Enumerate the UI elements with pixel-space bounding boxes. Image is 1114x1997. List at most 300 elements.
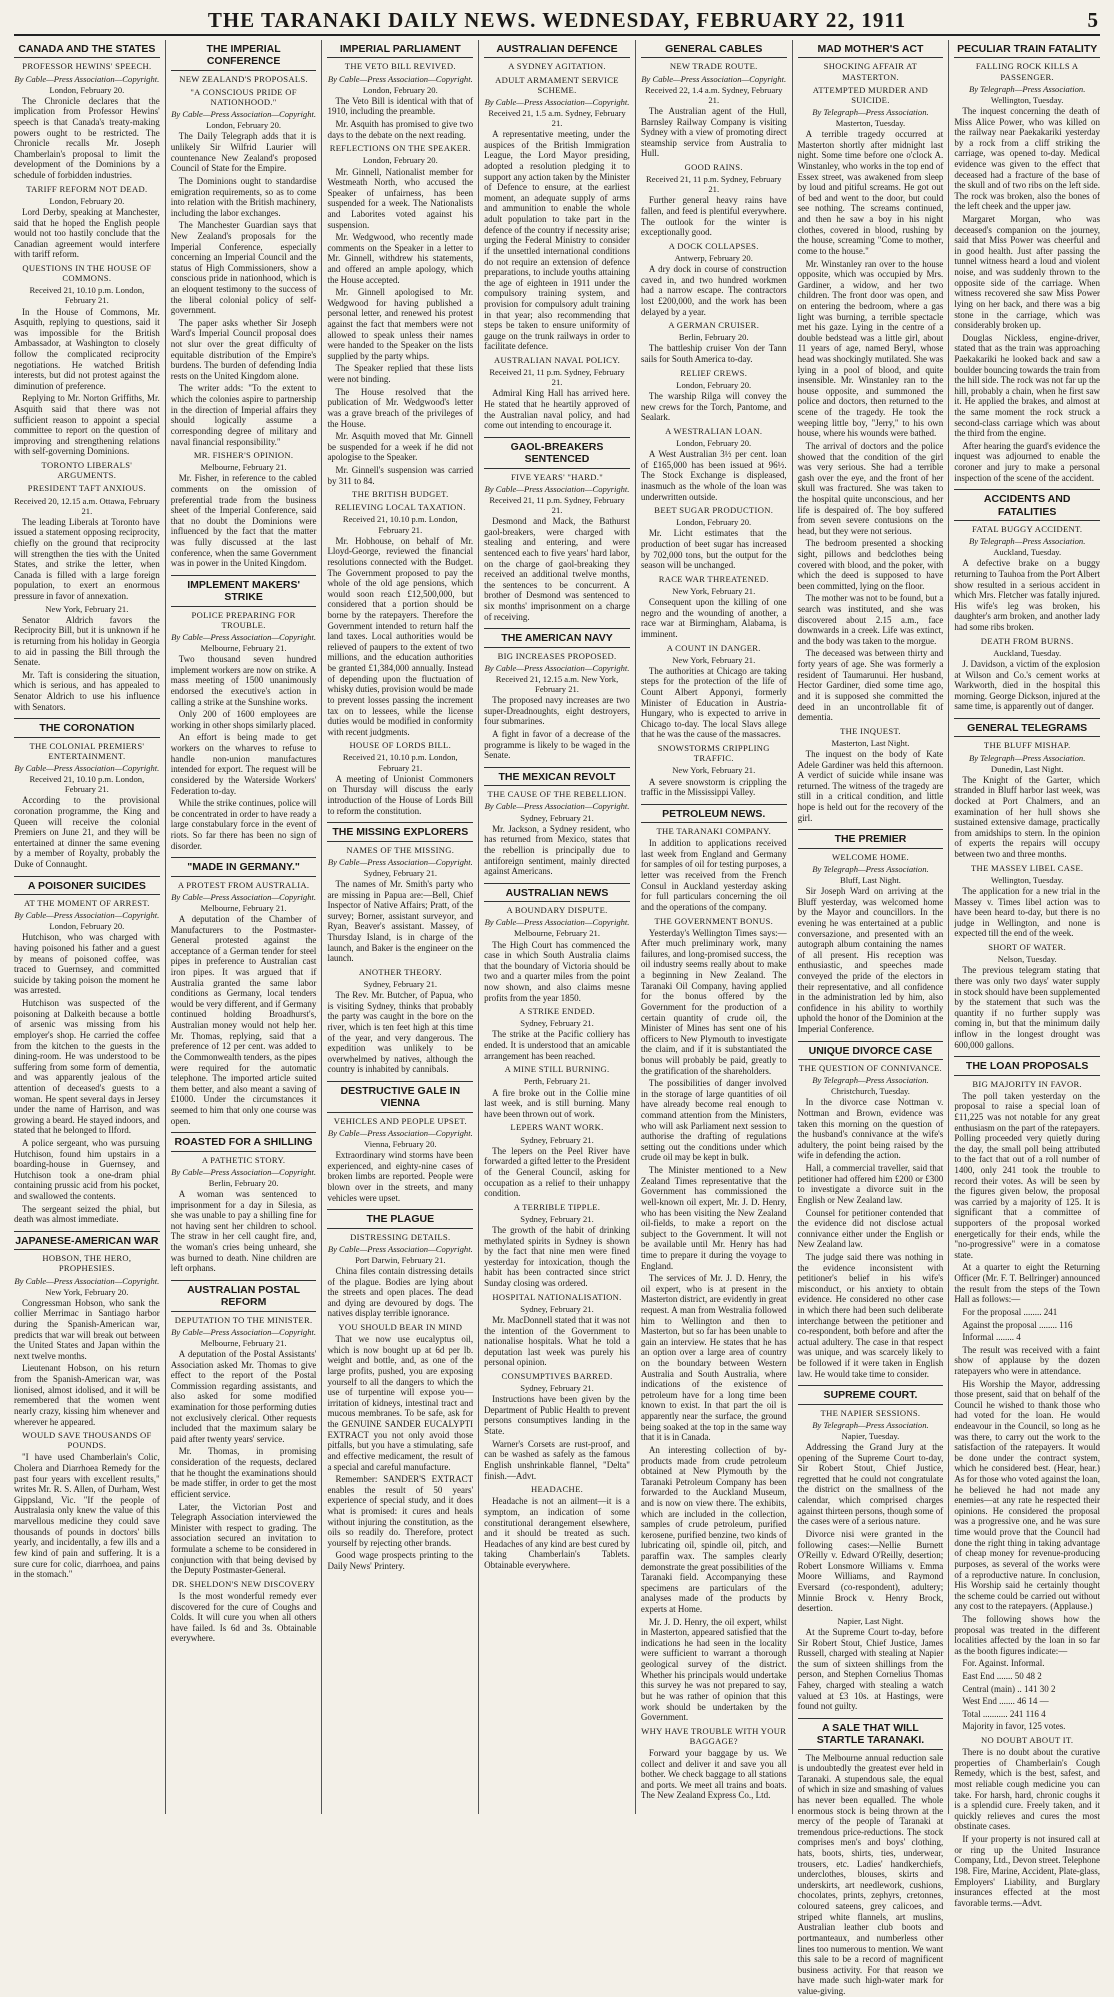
article	[327, 40, 473, 816]
byline: By Cable—Press Association—Copyright.	[484, 801, 630, 812]
article	[171, 1280, 317, 1644]
article	[484, 883, 630, 1571]
subheading: ADULT ARMAMENT SERVICE SCHEME.	[495, 74, 619, 95]
subheading: A WESTRALIAN LOAN.	[665, 425, 763, 436]
paragraph: The deceased was between thirty and forty years of age. She was formerly a resident of Taumarunui. Her husband, Hector Gardiner, died some time ago, and it is supposed she committed the deed in an uncontrollable fit of dementia.	[797, 648, 944, 723]
paragraph: Addressing the Grand Jury at the opening of the Supreme Court to-day, Sir Robert Stout, Chief Justice, regretted that he could not congratulate the district on the smallness of the calendar, which comprised charges against thirteen persons, though some of the cases were of a serious nature.	[797, 1442, 944, 1527]
byline: By Cable—Press Association—Copyright.	[327, 1243, 473, 1254]
dateline: Sydney, February 21.	[520, 1303, 594, 1314]
subheading: BIG INCREASES PROPOSED.	[497, 650, 617, 661]
article-headline: THE MEXICAN REVOLT	[484, 767, 630, 786]
dateline: London, February 20.	[49, 195, 125, 206]
dateline: Received 21, 11 p.m. Sydney, February 21.	[489, 494, 625, 516]
paragraph: Instructions have been given by the Department of Public Health to prevent persons consumptives landing in the State.	[484, 1394, 630, 1437]
paragraph: The writer adds: "To the extent to which the colonies aspire to partnership in the direction of Imperial affairs they should logically assume a corresponding degree of military and naval financial responsibility."	[170, 383, 317, 447]
paragraph: Mr. Taft is considering the situation, which is serious, and has appealed to Senator Aldrich to use his influence with Senators.	[14, 669, 160, 712]
byline: By Cable—Press Association—Copyright.	[484, 917, 630, 928]
article-headline: IMPLEMENT MAKERS' STRIKE	[171, 575, 317, 607]
subheading: HOUSE OF LORDS BILL.	[349, 740, 452, 751]
subheading: TARIFF REFORM NOT DEAD.	[26, 183, 148, 194]
paragraph: The House resolved that the publication of Mr. Wedgwood's letter was a grave breach of the privileges of the House.	[327, 386, 474, 429]
paragraph: Sir Joseph Ward on arriving at the Bluff yesterday, was welcomed home by the Mayor and councillors. In the evening he was entertained at a public conversazione, and presented with an autograph album containing the names of all present. His reception was enthusiastic, and speeches made conveyed the pride of the electors in their representative, and all confidence in the administration led by him, also confidence in his ability to worthily uphold the honor of the Dominion at the Imperial Conference.	[797, 886, 944, 1034]
dateline: Received 21, 11 p.m. Sydney, February 21.	[646, 174, 782, 195]
paragraph: Mr. Thomas, in promising consideration of the requests, declared that he thought the examinations should be made stiffer, in order to get the most efficient service.	[170, 1446, 317, 1499]
paragraph: According to the provisional coronation programme, the King and Queen will receive the colonial Premiers on June 21, and they will be entertained at dinner the same evening by a member of Royalty, probably the Duke of Connaught.	[14, 795, 160, 870]
article	[327, 1209, 473, 1571]
dateline: Dunedin, Last Night.	[990, 763, 1064, 774]
subheading: A COUNT IN DANGER.	[666, 642, 761, 653]
article-headline: UNIQUE DIVORCE CASE	[798, 1041, 944, 1060]
article	[954, 718, 1100, 1050]
byline: By Cable—Press Association—Copyright.	[484, 662, 630, 673]
subheading: HEADACHE.	[530, 1484, 584, 1495]
paragraph: Hutchison was suspected of the poisoning at Dalkeith because a bottle of arsenic was missing from his employer's shop. He carried the coffee from the kitchen to the guests in the dining-room. He was understood to be suffering from some form of dementia, and was apparently jealous of the attention of deceased's guests to a woman. He spent several days in Jersey under the name of Harrison, and was growing a beard. He stayed indoors, and stated that he belonged to Ilford.	[14, 998, 160, 1136]
paragraph: The services of Mr. J. D. Henry, the oil expert, who is at present in the Masterton district, are evidently in great request. A man from Westralia followed him to Wellington and then to Masterton, but so far has been unable to gain an interview. He states that he has an option over a large area of country on the boundary between Western Australia and South Australia, where indications of the existence of petroleum have for a long time been known to exist. In that part the oil is apparently near the surface, the ground being soaked at the top in the same way that it is in Canada.	[640, 1273, 787, 1443]
article-headline: THE LOAN PROPOSALS	[954, 1056, 1100, 1075]
article-headline: THE CORONATION	[14, 718, 160, 737]
byline: By Cable—Press Association—Copyright.	[14, 73, 160, 84]
dateline: New York, February 21.	[45, 603, 129, 614]
dateline: Received 21, 1.5 a.m. Sydney, February 21.	[488, 107, 626, 129]
subheading: THE QUESTION OF CONNIVANCE.	[798, 1062, 942, 1073]
paragraph: While the strike continues, police will be concentrated in order to have ready a large constabulary force in the event of riots. So far there has been no sign of disorder.	[170, 798, 317, 851]
dateline: London, February 20.	[676, 437, 752, 448]
subheading: A DOCK COLLAPSES.	[668, 240, 759, 251]
dateline: Christchurch, Tuesday.	[830, 1086, 910, 1097]
dateline: Melbourne, February 21.	[200, 902, 287, 913]
subheading: PROFESSOR HEWINS' SPEECH.	[22, 61, 152, 72]
dateline: New York, February 21.	[672, 654, 756, 665]
paragraph: Mr. Asquith has promised to give two days to the debate on the next reading.	[327, 119, 474, 140]
subheading: A SYDNEY AGITATION.	[508, 61, 606, 72]
dateline: Received 21, 10.10 p.m. London, February 21.	[29, 285, 145, 306]
paragraph: The poll taken yesterday on the proposal to raise a special loan of £11,225 was not notable for any great enthusiasm on the part of the ratepayers. Polling proceeded very quietly during the day, the small poll being attributed to the fact that out of a roll number of 1400, only 241 took the trouble to record their votes. As will be seen by the figures given below, the proposal was carried by a majority of 125. It is significant that a committee of supporters of the proposal worked energetically for their ends, while the "no-progressive" were in a comatose state.	[954, 1090, 1101, 1260]
dateline: Napier, Tuesday.	[841, 1430, 900, 1441]
paragraph: A terrible tragedy occurred at Masterton shortly after midnight last night. Some time before one o'clock A. Winstanley, who works in the top end of Essex street, was awakened from sleep by loud and pitiful screams. He got out of bed and went to the door, but could see nothing. The screams continued, and then he saw a boy in his night clothes, covered in blood, rushing by the house, screaming "Come to mother, come to the house."	[797, 129, 944, 256]
byline: By Telegraph—Press Association.	[812, 1075, 929, 1086]
article	[327, 822, 473, 1075]
paragraph: Admiral King Hall has arrived here. He stated that he heartily approved of the Australian naval policy, and had come out intending to encourage it.	[484, 388, 630, 431]
paragraph: In the House of Commons, Mr. Asquith, replying to questions, said it was impossible for the British Ambassador, at Washington to closely follow the complicated reciprocity negotiations. He watched British interests, but did not protest against the diminution of preference.	[14, 306, 160, 391]
paragraph: Extraordinary wind storms have been experienced, and eighty-nine cases of broken limbs are reported. People were blown over in the streets, and many vehicles were upset.	[327, 1150, 474, 1203]
subheading: FATAL BUGGY ACCIDENT.	[971, 524, 1083, 535]
paragraph: Mr. Jackson, a Sydney resident, who has returned from Mexico, states that the rebellion is principally due to antiforeign sentiment, mainly directed against Americans.	[484, 823, 630, 877]
paragraph: Remember: SANDER'S EXTRACT enables the result of 50 years' experience of special study, and it does what is promised: it cures and heals without injuring the constitution, as the oils so readily do. Therefore, protect yourself by rejecting other brands.	[327, 1474, 474, 1548]
paragraph: For. Against. Informal.	[962, 1658, 1045, 1669]
dateline: Sydney, February 21.	[520, 1383, 594, 1394]
paragraph: Mr. Hobhouse, on behalf of Mr. Lloyd-George, reviewed the financial resolutions connected with the Budget. The Government proposed to pay the whole of the old age pensions, which would soon reach £12,500,000, but considered that a portion should be borne by the ratepayers. Therefore the Government intended to return half the land taxes. Local authorities would be relieved of paupers to the extent of two millions, and the education authorities be granted £1,384,000 annually. Instead of depending upon the fluctuation of whisky duties, provision would be made to prevent losses passing the increment tax on to lessees, while the license duties would be modified in conformity with recent judgments.	[327, 535, 474, 737]
paragraph: The inquest concerning the death of Miss Alice Power, who was killed on the railway near Paekakariki yesterday by a rock from a cliff striking the carriage, was opened to-day. Medical evidence was given to the effect that deceased had a fracture of the base of the skull and of two ribs on the left side. The rock was broken, also the bones of the left cheek and the upper jaw.	[954, 105, 1101, 212]
subheading: THE CAUSE OF THE REBELLION.	[487, 789, 627, 800]
article	[14, 718, 160, 869]
byline: By Telegraph—Press Association.	[968, 83, 1086, 94]
subheading: QUESTIONS IN THE HOUSE OF COMMONS.	[22, 263, 152, 284]
article	[171, 1132, 317, 1274]
paragraph: That we now use eucalyptus oil, which is now bought up at 6d per lb. weight and bottle, and, as one of the large profits, pushed, you are exposing yourself to all the dangers to which the use of turpentine will expose you—irritation of kidneys, intestinal tract and mucous membranes. To be safe, ask for the GENUINE SANDER EUCALYPTI EXTRACT you not only avoid those pitfalls, but you have a stimulating, safe and effective medicament, the result of a special and careful manufacture.	[327, 1334, 474, 1472]
paragraph: An interesting collection of by-products made from crude petroleum obtained at New Plymouth by the Taranaki Petroleum Company has been forwarded to the Auckland Museum, and is now on view there. The exhibits, which are included in the collection, samples of crude petroleum, purified kerosene, purified benzine, two kinds of lubricating oil, spindle oil, pitch, and paraffin wax. The samples clearly demonstrate the great possibilities of the Taranaki field. Accompanying these specimens are particulars of the analyses made of the products by experts at Home.	[640, 1444, 787, 1615]
subheading: VEHICLES AND PEOPLE UPSET.	[333, 1115, 467, 1126]
subheading: TORONTO LIBERALS' ARGUMENTS.	[41, 460, 133, 481]
paragraph: The authorities at Chicago are taking steps for the protection of the life of Count Albert Apponyi, formerly Minister of Education in Austria-Hungary, who is expected to arrive in Chicago to-day. The local Slavs allege that he was the cause of the massacres.	[640, 665, 787, 740]
subheading: A TERRIBLE TIPPLE.	[513, 1201, 601, 1212]
subheading: A STRIKE ENDED.	[519, 1006, 595, 1017]
article-headline: ROASTED FOR A SHILLING	[171, 1132, 317, 1151]
paragraph: China files contain distressing details of the plague. Bodies are lying about the streets and open places. The dead and dying are devoured by dogs. The natives display terrible ignorance.	[327, 1266, 474, 1319]
subheading: WELCOME HOME.	[831, 851, 909, 862]
subheading: GOOD RAINS.	[684, 161, 743, 172]
article-headline: GAOL-BREAKERS SENTENCED	[484, 437, 630, 469]
paragraph: J. Davidson, a victim of the explosion at Wilson and Co.'s cement works at Warkworth, died in the hospital this morning. George Dickson, injured at the same time, is apparently out of danger.	[954, 658, 1101, 712]
dateline: Melbourne, February 21.	[200, 1337, 287, 1348]
dateline: Antwerp, February 20.	[674, 252, 753, 263]
paragraph: At the Supreme Court to-day, before Sir Robert Stout, Chief Justice, James Russell, charged with stealing at Napier the sum of sixteen shillings from the person, and Stephen Cornelius Thomas Fahey, charged with stealing a watch valued at £3 10s. at Hastings, were found not guilty.	[797, 1626, 944, 1712]
subheading: HOSPITAL NATIONALISATION.	[492, 1291, 622, 1302]
byline: By Cable—Press Association—Copyright.	[327, 73, 473, 84]
subheading: "A CONSCIOUS PRIDE OF NATIONHOOD."	[190, 86, 297, 108]
byline: By Cable—Press Association—Copyright.	[484, 483, 630, 494]
dateline: Wellington, Tuesday.	[990, 94, 1064, 105]
article	[954, 40, 1100, 483]
article	[641, 804, 787, 1801]
byline: By Cable—Press Association—Copyright.	[641, 73, 787, 84]
subheading: A BOUNDARY DISPUTE.	[506, 905, 608, 916]
dateline: Sydney, February 21.	[363, 979, 438, 989]
paragraph: A representative meeting, under the auspices of the British Immigration League, the Lord Mayor presiding, adopted a resolution pledging it to support any action taken by the Minister of Defence to ensure, at the earliest moment, an adequate supply of arms and ammunition to enable the whole adult population to take part in the defence of the country if necessity arise; urging the Federal Ministry to consider if the unsettled international conditions do not require an extension of defence preparations, to include youths attaining the age of eighteen in 1911 under the compulsory training system, and provision for compulsory adult training in that year; also recommending that steps be taken to ensure uniformity of gauge on the trunk railways in order to facilitate defence.	[484, 129, 630, 352]
paragraph: There is no doubt about the curative properties of Chamberlain's Cough Remedy, which is the best, safest, and most reliable cough medicine you can take. For harsh, hard, chronic coughs it is a splendid cure. Freely taken, and it quickly relieves and cures the most obstinate cases.	[954, 1747, 1101, 1832]
paragraph: Mr. Asquith moved that Mr. Ginnell be suspended for a week if he did not apologise to the Speaker.	[327, 431, 474, 463]
subheading: POLICE PREPARING FOR TROUBLE.	[191, 609, 296, 630]
paragraph: Two thousand seven hundred implement workers are now on strike. A mass meeting of 1500 unanimously endorsed the executive's action in calling a strike at the Sunshine works.	[170, 654, 317, 707]
dateline: Auckland, Tuesday.	[993, 647, 1062, 658]
subheading: FIVE YEARS' "HARD."	[511, 471, 604, 482]
paragraph: Mr. MacDonnell stated that it was not the intention of the Government to nationalise hospitals. What he told a deputation last week was purely his personal opinion.	[484, 1314, 630, 1368]
paragraph: The following shows how the proposal was treated in the different localities affected by the loan in so far as the booth figures indicate:—	[954, 1613, 1101, 1656]
paragraph: Counsel for petitioner contended that the evidence did not disclose actual connivance either under the English or New Zealand law.	[797, 1207, 944, 1250]
paragraph: Mr. Licht estimates that the production of beet sugar has increased by 702,000 tons, but the output for the season will be unchanged.	[640, 528, 787, 571]
paragraph: The Veto Bill is identical with that of 1910, including the preamble.	[327, 95, 474, 117]
paragraph: Good wage prospects printing to the Daily News' Printery.	[327, 1550, 474, 1572]
dateline: Masterton, Last Night.	[831, 737, 910, 748]
paragraph: The Chronicle declares that the implication from Professor Hewins' speech is that Canada's treaty-making powers ought to be restricted. The Chronicle recalls Mr. Joseph Chamberlain's proposal to limit the development of the Dominions by a schedule of forbidden industries.	[14, 95, 160, 181]
paragraph: Mr. Ginnell, Nationalist member for Westmeath North, who accused the Speaker of unfairness, has been suspended for a week. The Nationalists and Laborites voted against his suspension.	[327, 166, 474, 230]
subheading: PRESIDENT TAFT ANXIOUS.	[27, 483, 146, 494]
dateline: New York, February 20.	[45, 1286, 129, 1297]
dateline: London, February 20.	[362, 155, 438, 166]
column-6	[792, 40, 949, 1996]
paragraph: The warship Rilga will convey the new crews for the Torch, Pantome, and Sealark.	[640, 390, 787, 423]
paragraph: Mr. Ginnell apologised to Mr. Wedgwood for having published a personal letter, and renewed his protest against the fact that members were not allowed to speak unless their names were handed to the Speaker on the lists supplied by the party whips.	[327, 287, 474, 361]
dateline: Received 20, 12.15 a.m. Ottawa, February 21.	[14, 495, 160, 516]
paragraph: The names of Mr. Smith's party who are missing in Papua are:—Bell, Chief Inspector of Native Affairs; Pratt, of the survey; Borner, assistant surveyor, and Ryan, Beaver's assistant. Massey, of Thursday Island, is in charge of the launch, and Baker is the engineer on the launch.	[327, 878, 474, 964]
article-headline: PECULIAR TRAIN FATALITY	[954, 40, 1100, 58]
subheading: THE COLONIAL PREMIERS' ENTERTAINMENT.	[29, 740, 145, 761]
paragraph: In the divorce case Nottman v. Nottman and Brown, evidence was taken this morning on the question of the husband's connivance at the wife's adultery, the point being raised by the wife in defending the action.	[797, 1097, 944, 1161]
byline: By Cable—Press Association—Copyright.	[171, 109, 317, 120]
paragraph: Central (main) .. 141 30 2	[962, 1683, 1056, 1694]
paragraph: The lepers on the Peel River have forwarded a gifted letter to the President of the General Council, asking for occupation as a relief to their unhappy condition.	[484, 1145, 630, 1199]
subheading: SNOWSTORMS CRIPPLING TRAFFIC.	[657, 743, 770, 764]
paragraph: The Knight of the Garter, which stranded in Bluff harbor last week, was docked at Port Chalmers, and an examination of her hull shows she sustained extensive damage, practically from amidships to stern. In the opinion of experts the repairs will occupy between two and three months.	[954, 774, 1101, 860]
paragraph: A police sergeant, who was pursuing Hutchison, found him upstairs in a boarding-house in Guernsey, and Hutchison took a one-dram phial containing prussic acid from his pocket, and swallowed the contents.	[14, 1138, 160, 1202]
paragraph: Margaret Morgan, who was deceased's companion on the journey, said that Miss Power was cheerful and in good health. Just after passing the tunnel witness heard a loud and violent noise, and was suddenly thrown to the opposite side of the carriage. When witness recovered she saw Miss Power lying on her back, and there was a big stone in the carriage, which was considerably broken up.	[954, 214, 1101, 331]
article-headline: AUSTRALIAN NEWS	[484, 883, 630, 902]
article-headline: IMPERIAL PARLIAMENT	[327, 40, 473, 58]
paragraph: Lieutenant Hobson, on his return from the Spanish-American war, was lionised, almost idolised, and it will be remembered that the women went nearly crazy, kissing him whenever and wherever he appeared.	[14, 1363, 160, 1427]
subheading: A MINE STILL BURNING.	[504, 1064, 610, 1075]
article-headline: THE MISSING EXPLORERS	[327, 822, 473, 841]
dateline: Sydney, February 21.	[520, 1134, 594, 1145]
paragraph: Mr. Wedgwood, who recently made comments on the Speaker in a letter to Mr. Ginnell, withdrew his statements, and offered an ample apology, which the House accepted.	[327, 232, 474, 285]
dateline: London, February 20.	[206, 120, 282, 131]
subheading: SHORT OF WATER.	[988, 942, 1067, 953]
subheading: NEW TRADE ROUTE.	[669, 61, 758, 72]
paragraph: Warner's Corsets are rust-proof, and can be washed as safely as the famous English unshrinkable flannel, "Delta" finish.—Advt.	[484, 1438, 630, 1481]
article	[798, 1718, 944, 1997]
paragraph: A West Australian 3½ per cent. loan of £165,000 has been issued at 96½. The Stock Exchange is displeased, inasmuch as the whole of the loan was underwritten outside.	[640, 449, 787, 502]
byline: By Cable—Press Association—Copyright.	[14, 1275, 160, 1286]
subheading: REFLECTIONS ON THE SPEAKER.	[329, 143, 471, 154]
article-headline: "MADE IN GERMANY."	[171, 857, 317, 876]
column-3	[321, 40, 478, 1814]
paragraph: Only 200 of 1600 employees are working in other shops similarly placed.	[170, 709, 317, 730]
paragraph: Lord Derby, speaking at Manchester, said that he hoped the English people would not too hastily conclude that the Canadian agreement would interfere with tariff reform.	[14, 206, 160, 260]
masthead-title: THE TARANAKI DAILY NEWS. WEDNESDAY, FEBRUARY 22, 1911	[207, 8, 907, 32]
paragraph: East End ....... 50 48 2	[962, 1671, 1042, 1681]
paragraph: Mr. J. D. Henry, the oil expert, whilst in Masterton, appeared satisfied that the indications he had seen in the locality were sufficient to warrant a thorough geological survey of the district. Whether his principals would undertake this survey he was not prepared to say, but he was rather of opinion that this work should be undertaken by the Government.	[640, 1616, 787, 1723]
paragraph: The Rev. Mr. Butcher, of Papua, who is visiting Sydney, thinks that probably the party was caught in the bore on the river, which is ten feet high at this time of the year, and very dangerous. The expedition was unlikely to be overwhelmed by natives, although the country is inhabited by cannibals.	[327, 990, 474, 1075]
byline: By Cable—Press Association—Copyright.	[171, 631, 317, 642]
paragraph: The battleship cruiser Von der Tann sails for South America to-day.	[640, 343, 787, 365]
byline: By Telegraph—Press Association.	[812, 106, 929, 117]
paragraph: Yesterday's Wellington Times says:—After much preliminary work, many failures, and long-promised success, the oil industry seems really about to make a beginning in New Zealand. The Taranaki Oil Company, having applied for the bonus offered by the Government for the production of a certain quantity of crude oil, the Minister of Mines has sent one of his officers to New Plymouth to investigate the claim, and if it is substantiated the bonus will probably be paid, greatly to the gratification of the shareholders.	[640, 927, 787, 1076]
paragraph: If your property is not insured call at or ring up the United Insurance Company, Ltd., Devon street. Telephone 198. Fire, Marine, Accident, Plate-glass, Employers' Liability, and Burglary insurances effected at the most favorable terms.—Advt.	[954, 1834, 1101, 1908]
subheading: AT THE MOMENT OF ARREST.	[24, 898, 150, 909]
paragraph: Replying to Mr. Norton Griffiths, Mr. Asquith said that there was not sufficient reason to appoint a special committee to report on the question of improving and strengthening relations with self-governing Dominions.	[14, 393, 160, 457]
paragraph: A defective brake on a buggy returning to Tauhoa from the Port Albert show resulted in a serious accident in which Mrs. Fletcher was fatally injured. His wife's leg was broken, his daughter's arm broken, and another lady had some ribs broken.	[954, 558, 1101, 633]
subheading: DEPUTATION TO THE MINISTER.	[174, 1314, 313, 1325]
article	[954, 1056, 1100, 1908]
article-headline: DESTRUCTIVE GALE IN VIENNA	[327, 1081, 473, 1113]
column-5	[635, 40, 792, 1814]
paragraph: His Worship the Mayor, addressing those present, said that on behalf of the Council he wished to thank those who had voted for the loan. He would endeavour in the Council, so long as he was there, to carry out the work to the satisfaction of the ratepayers. It would be done under the contract system, which he considered best. (Hear, hear.) As for those who voted against the loan, he believed he had not made any enemies—at any rate he respected their opinions. He considered the proposal was a progressive one, and he was sure time would prove that the Council had done the right thing in taking advantage of cheap money for revenue-producing purposes, as several of the works were of a reproductive nature. In conclusion, His Worship said he certainly thought the scheme could be carried out without any cost to the ratepayers. (Applause.)	[954, 1378, 1101, 1612]
subheading: DISTRESSING DETAILS.	[350, 1231, 451, 1242]
dateline: Wellington, Tuesday.	[990, 874, 1064, 885]
subheading: RELIEVING LOCAL TAXATION.	[334, 502, 466, 513]
paragraph: The Dominions ought to standardise emigration requirements, so as to come into relation with the British machinery, including the labor exchanges.	[170, 175, 317, 218]
paragraph: A deputation of the Chamber of Manufacturers to the Postmaster-General protested against the acceptance of a German tender for steel pipes in preference to Australian cast iron pipes. It was argued that if Australia granted the same labor conditions as Germany, local tenders would be very different, and if Germany continued holding Broadhurst's, Australian money would not help her. Mr. Thomas, replying, said that a preference of 12 per cent. was added to the Commonwealth tenders, as the pipes were required for the automatic telephone. The imported article suited them better, and also meant a saving of £1000. Under the circumstances it seemed to him that only one course was open.	[170, 913, 317, 1126]
subheading: RELIEF CREWS.	[680, 367, 748, 378]
subheading: MR. FISHER'S OPINION.	[193, 450, 294, 461]
subheading: RACE WAR THREATENED.	[658, 573, 769, 584]
paragraph: The inquest on the body of Kate Adele Gardiner was held this afternoon. A verdict of suicide while insane was returned. The witness of the tragedy are still in a critical condition, and little hope is held out for the recovery of the girl.	[797, 749, 944, 823]
paragraph: The proposed navy increases are two super-Dreadnoughts, eight destroyers, four submarines.	[484, 695, 630, 727]
paragraph: Consequent upon the killing of one negro and the wounding of another, a race war at Birmingham, Alabama, is imminent.	[640, 597, 787, 639]
subheading: A GERMAN CRUISER.	[668, 320, 760, 331]
paragraph: The Speaker replied that these lists were not binding.	[327, 363, 474, 385]
dateline: Received 21, 10.10 p.m. London, February 21.	[342, 752, 458, 773]
masthead	[14, 6, 1100, 36]
dateline: Berlin, February 20.	[208, 1177, 279, 1188]
paragraph: The judge said there was nothing in the evidence inconsistent with petitioner's belief in his wife's misconduct, or his anxiety to obtain evidence. He considered no other case in which there had been such deliberate interchange between the petitioner and co-respondent, both before and after the actual adultery. The case in that respect was unique, and was scarcely likely to be followed if it were taken in English law. He would take time to consider.	[797, 1251, 944, 1379]
subheading: NO DOUBT ABOUT IT.	[981, 1735, 1074, 1746]
subheading: WHY HAVE TROUBLE WITH YOUR BAGGAGE?	[641, 1725, 787, 1746]
paragraph: The paper asks whether Sir Joseph Ward's Imperial Council proposal does not slur over the great difficulty of equitable distribution of the Empire's burdens. The burden of defending India rests on the United Kingdom alone.	[170, 317, 317, 381]
paragraph: Mr. Ginnell's suspension was carried by 311 to 84.	[327, 464, 474, 486]
dateline: New York, February 21.	[672, 585, 756, 596]
paragraph: Congressman Hobson, who sank the collier Merrimac in Santiago harbor during the Spanish-American war, predicts that war will break out between the United States and Japan within the next twelve months.	[14, 1297, 160, 1361]
paragraph: Douglas Nickless, engine-driver, stated that as the train was approaching Paekakariki he looked back and saw a boulder bouncing towards the train from the hill side. The rock was not far up the hill, probably a chain, when he first saw it. He applied the brakes, and almost at the same moment the rock struck a second-class carriage which was about the third from the engine.	[954, 332, 1101, 439]
dateline: Received 21, 10.10 p.m. London, February 21.	[342, 514, 458, 535]
paragraph: The strike at the Pacific colliery has ended. It is understood that an amicable arrangement has been reached.	[484, 1029, 630, 1061]
article-headline: SUPREME COURT.	[798, 1385, 944, 1404]
dateline: Melbourne, February 21.	[514, 928, 600, 939]
paragraph: The bedroom presented a shocking sight, pillows and bedclothes being covered with blood, and the poker, with which the deed is supposed to have been committed, lying on the floor.	[797, 538, 944, 591]
subheading: THE GOVERNMENT BONUS.	[654, 915, 774, 926]
article-headline: THE IMPERIAL CONFERENCE	[171, 40, 317, 71]
paragraph: Senator Aldrich favors the Reciprocity Bill, but it is unknown if he is returning from his holiday in Georgia to aid in passing the Bill through the Senate.	[14, 614, 160, 668]
paragraph: Hutchison, who was charged with having poisoned his father and a guest by means of poisoned coffee, was traced to Guernsey, and committed suicide by taking poison the moment he was arrested.	[14, 932, 160, 996]
dateline: Perth, February 21.	[523, 1076, 591, 1087]
dateline: Melbourne, February 21.	[200, 462, 287, 473]
paragraph: A fire broke out in the Collie mine last week, and is still burning. Many have been thrown out of work.	[484, 1087, 630, 1119]
dateline: Nelson, Tuesday.	[997, 954, 1057, 965]
article-headline: AUSTRALIAN DEFENCE	[484, 40, 630, 58]
subheading: DEATH FROM BURNS.	[980, 635, 1074, 646]
article-headline: GENERAL CABLES	[641, 40, 787, 58]
dateline: Received 22, 1.4 a.m. Sydney, February 21.	[645, 84, 783, 105]
dateline: Sydney, February 21.	[363, 867, 438, 878]
article	[171, 575, 317, 851]
subheading: THE TARANAKI COMPANY.	[656, 826, 772, 837]
article	[171, 40, 317, 569]
subheading: THE NAPIER SESSIONS.	[820, 1407, 921, 1418]
dateline: London, February 20.	[49, 84, 125, 95]
subheading: AUSTRALIAN NAVAL POLICY.	[494, 355, 621, 366]
paragraph: Total ........... 241 116 4	[962, 1708, 1046, 1719]
byline: By Cable—Press Association—Copyright.	[484, 96, 630, 107]
paragraph: An effort is being made to get workers on the wharves to refuse to handle non-union manufactures intended for export. The request will be considered by the Waterside Workers' Federation to-day.	[170, 732, 317, 796]
paragraph: The High Court has commenced the case in which South Australia claims that the boundary of Victoria should be two and a quarter miles from the point now shown, and also claims mesne profits from the year 1850.	[484, 939, 630, 1003]
subheading: THE VETO BILL REVIVED.	[344, 61, 456, 72]
paragraph: Against the proposal ........ 116	[962, 1319, 1073, 1330]
subheading: BIG MAJORITY IN FAVOR.	[972, 1078, 1082, 1089]
paragraph: Is the most wonderful remedy ever discovered for the cure of Coughs and Colds. It will cure you when all others have failed. Is 6d and 3s. Obtainable everywhere.	[170, 1590, 317, 1644]
article	[798, 1385, 944, 1712]
dateline: Auckland, Tuesday.	[993, 547, 1062, 558]
dateline: Received 21, 11 p.m. Sydney, February 21.	[489, 367, 625, 388]
dateline: Melbourne, February 21.	[200, 643, 287, 654]
article-headline: A SALE THAT WILL STARTLE TARANAKI.	[798, 1718, 944, 1750]
article-headline: A POISONER SUICIDES	[14, 876, 160, 895]
article	[798, 40, 944, 823]
subheading: A PATHETIC STORY.	[201, 1154, 286, 1165]
byline: By Cable—Press Association—Copyright.	[327, 1127, 473, 1138]
dateline: Berlin, February 20.	[678, 332, 749, 343]
subheading: LEPERS WANT WORK.	[510, 1122, 604, 1133]
subheading: WOULD SAVE THOUSANDS OF POUNDS.	[22, 1430, 152, 1451]
byline: By Cable—Press Association—Copyright.	[171, 1166, 317, 1177]
dateline: London, February 20.	[676, 517, 752, 528]
paragraph: For the proposal ........ 241	[962, 1306, 1058, 1317]
byline: By Cable—Press Association—Copyright.	[327, 856, 473, 867]
dateline: New York, February 21.	[672, 765, 756, 776]
paragraph: A deputation of the Postal Assistants' Association asked Mr. Thomas to give effect to the report of the Postal Commission regarding assistants, and also asked for some modified examination for those performing duties not exclusively clerical. Other requests included that the maximum salary be paid after twenty years' service.	[170, 1349, 317, 1444]
column-1	[14, 40, 165, 1814]
dateline: Bluff, Last Night.	[839, 874, 901, 885]
dateline: Received 21, 10.10 p.m. London, February 21.	[29, 774, 145, 795]
subheading: A PROTEST FROM AUSTRALIA.	[177, 879, 310, 890]
paragraph: The growth of the habit of drinking methylated spirits in Sydney is shown by the fact that nine men were fined yesterday for intoxication, though the habit has been contracted since strict Sunday closing was ordered.	[484, 1225, 630, 1289]
byline: By Telegraph—Press Association.	[968, 752, 1086, 763]
paragraph: The previous telegram stating that there was only two days' water supply in stock should have been supplemented by the statement that such was the quantity if no further supply was coming in, but that the minimum daily inflow in the longest drought was 600,000 gallons.	[954, 965, 1101, 1050]
subheading: THE MASSEY LIBEL CASE.	[970, 862, 1084, 873]
paragraph: The leading Liberals at Toronto have issued a statement opposing reciprocity, chiefly on the ground that reciprocity will strengthen the ties with the United States, and strike the letter, when Canada is filled with a large foreign population, to exert an enormous pressure in favor of annexation.	[14, 516, 160, 602]
article	[327, 1081, 473, 1203]
dateline: London, February 20.	[49, 921, 125, 932]
subheading: THE BLUFF MISHAP.	[983, 740, 1071, 751]
dateline: Received 21, 12.15 a.m. New York, February 21.	[495, 673, 619, 695]
article	[14, 40, 160, 712]
article-headline: THE PREMIER	[798, 829, 944, 848]
dateline: Sydney, February 21.	[520, 1213, 594, 1224]
paragraph: Headache is not an ailment—it is a symptom, an indication of some constitutional derangement elsewhere, and it should be treated as such. Headaches of any kind are best cured by taking Chamberlain's Tablets. Obtainable everywhere.	[484, 1496, 630, 1570]
paragraph: Mr. Fisher, in reference to the cabled comments on the omission of preferential trade from the business sheet of the Imperial Conference, said that no doubt the Dominions were influenced by the fact that the matter was fully discussed at the last conference, when the same Government was in power in the United Kingdom.	[170, 473, 317, 569]
subheading: CONSUMPTIVES BARRED.	[501, 1370, 613, 1381]
paragraph: Divorce nisi were granted in the following cases:—Nellie Burnett O'Reilly v. Edward O'Reilly, desertion; Robert Lonsmore Williams v. Emma Moore Williams, and Raymond Eversard (co-respondent), adultery; Minnie Brock v. Henry Brock, desertion.	[797, 1528, 944, 1614]
paragraph: "I have used Chamberlain's Colic, Cholera and Diarrhoea Remedy for the past four years with excellent results," writes Mr. R. S. Allen, of Durham, West Gippsland, Vic. "If the people of Australasia only knew the value of this marvellous medicine they could save thousands of pounds in doctors' bills yearly, and incidentally, a few ills and a few kind of pain and suffering. It is a sure cure for colic, diarrhoea, and pains in the stomach."	[14, 1452, 160, 1580]
article-headline: GENERAL TELEGRAMS	[954, 718, 1100, 737]
paragraph: Later, the Victorian Post and Telegraph Association interviewed the Minister with respect to grading. The association secured an invitation to formulate a scheme to be considered in conjunction with that being devised by the Deputy Postmaster-General.	[170, 1501, 317, 1576]
subheading: SHOCKING AFFAIR AT MASTERTON.	[823, 61, 918, 82]
paragraph: The Daily Telegraph adds that it is unlikely Sir Wilfrid Laurier will countenance New Zealand's proposed Council of State for the Empire.	[170, 131, 317, 174]
paragraph: Further general heavy rains have fallen, and feed is plentiful everywhere. The outlook for the winter is exceptionally good.	[640, 195, 787, 238]
subheading: NEW ZEALAND'S PROPOSALS.	[179, 73, 308, 84]
article	[484, 40, 630, 431]
dateline: Masterton, Tuesday.	[835, 118, 906, 129]
paragraph: Forward your baggage by us. We collect and deliver it and save you all bother. We check baggage to all stations and ports. We meet all trains and boats. The New Zealand Express Co., Ltd.	[640, 1748, 787, 1801]
article	[798, 829, 944, 1034]
paragraph: A woman was sentenced to imprisonment for a day in Silesia, as she was unable to pay a shilling fine for not having sent her children to school. The straw in her cell caught fire, and, the woman's cries being unheard, she was burned to death. Nine children are left orphans.	[170, 1188, 317, 1274]
subheading: ANOTHER THEORY.	[358, 966, 442, 977]
paragraph: Informal ........ 4	[962, 1332, 1021, 1343]
paragraph: The mother was not to be found, but a search was instituted, and she was discovered about 2.15 a.m., face downwards in a creek. Life was extinct, and the body was taken to the morgue.	[797, 593, 944, 646]
dateline: London, February 20.	[362, 84, 438, 95]
subheading: YOU SHOULD BEAR IN MIND	[338, 1322, 463, 1333]
paragraph: The sergeant seized the phial, but death was almost immediate.	[14, 1203, 160, 1225]
subheading: BEET SUGAR PRODUCTION.	[654, 505, 774, 516]
byline: By Telegraph—Press Association.	[812, 863, 929, 874]
dateline: Port Darwin, February 21.	[355, 1254, 446, 1265]
article	[484, 628, 630, 761]
byline: By Cable—Press Association—Copyright.	[171, 1326, 317, 1337]
subheading: NAMES OF THE MISSING.	[346, 844, 455, 855]
byline: By Cable—Press Association—Copyright.	[14, 910, 160, 921]
paragraph: The Minister mentioned to a New Zealand Times representative that the Government has commissioned the well-known oil expert, Mr. J. D. Henry, who has been visiting the New Zealand oil-fields, to make a report on the subject to the Government. It will not be available until Mr. Henry has had time to prepare it during the voyage to England.	[640, 1165, 787, 1271]
dateline: Vienna, February 20.	[364, 1139, 437, 1150]
paragraph: A dry dock in course of construction caved in, and two hundred workmen had a narrow escape. The contractors lost £200,000, and the work has been delayed by a year.	[640, 264, 787, 317]
article-headline: THE AMERICAN NAVY	[484, 628, 630, 647]
paragraph: The Australian agent of the Hull, Barnsley Railway Company is visiting Sydney with a view of promoting direct steamship service from Australia to Hull.	[640, 105, 787, 159]
paragraph: A severe snowstorm is crippling the traffic in the Mississippi Valley.	[640, 776, 787, 798]
article-headline: PETROLEUM NEWS.	[641, 804, 787, 823]
article	[14, 876, 160, 1225]
byline: By Cable—Press Association—Copyright.	[14, 762, 160, 773]
article	[954, 489, 1100, 712]
page-number: 5	[1087, 8, 1098, 32]
byline: By Telegraph—Press Association.	[968, 536, 1086, 547]
subheading: DR. SHELDON'S NEW DISCOVERY	[171, 1578, 316, 1589]
article	[641, 40, 787, 798]
